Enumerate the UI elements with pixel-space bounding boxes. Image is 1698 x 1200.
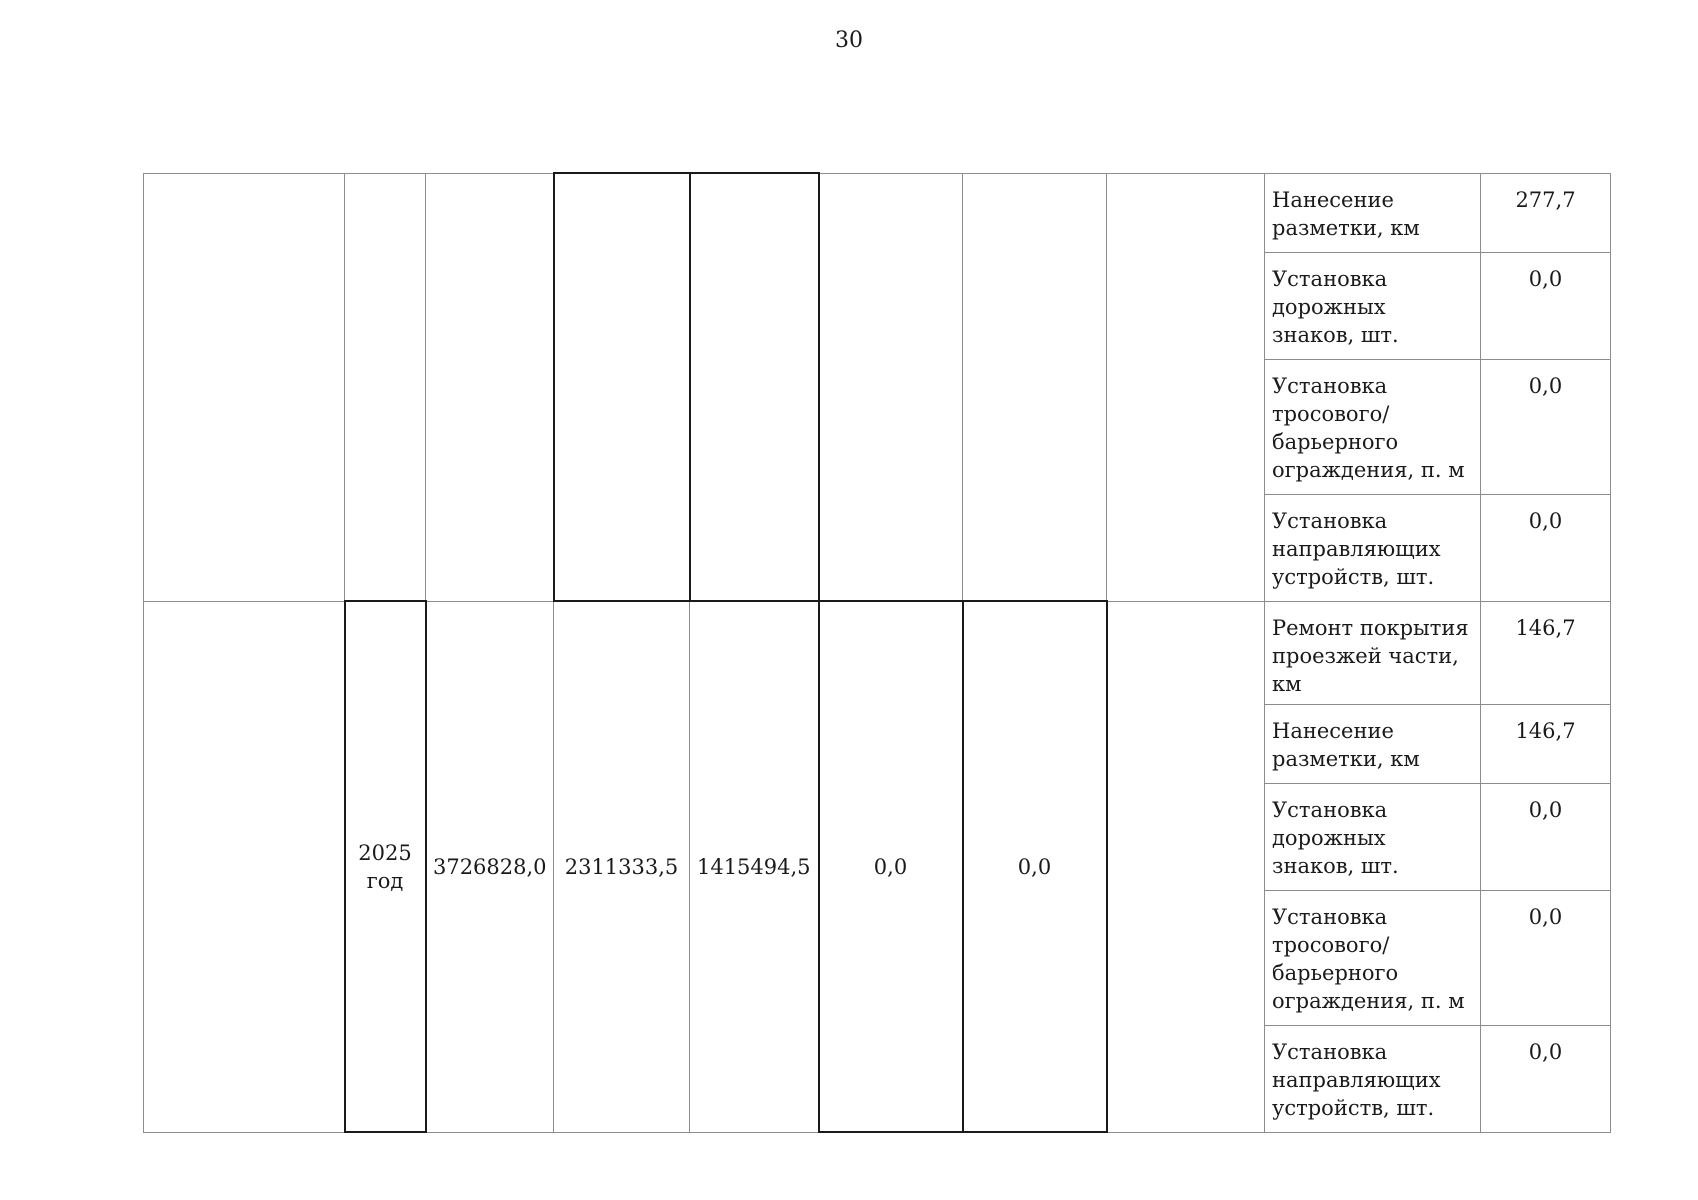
empty-cell bbox=[819, 173, 963, 601]
empty-cell bbox=[1107, 173, 1265, 601]
table-row bbox=[144, 173, 1611, 252]
work-name: Установка направляющих устройств, шт. bbox=[1265, 494, 1481, 601]
empty-cell bbox=[426, 173, 554, 601]
work-name: Установка тросового/ барьерного ограждения, п. м bbox=[1265, 890, 1481, 1025]
fund-4-cell: 0,0 bbox=[963, 601, 1107, 1132]
fund-2-cell: 1415494,5 bbox=[690, 601, 819, 1132]
work-value: 277,7 bbox=[1481, 173, 1611, 252]
work-value: 0,0 bbox=[1481, 1025, 1611, 1132]
work-value: 0,0 bbox=[1481, 494, 1611, 601]
work-value: 0,0 bbox=[1481, 359, 1611, 494]
empty-cell bbox=[690, 173, 819, 601]
fund-1-cell: 2311333,5 bbox=[554, 601, 690, 1132]
work-value: 0,0 bbox=[1481, 783, 1611, 890]
empty-cell bbox=[345, 173, 426, 601]
total-cell: 3726828,0 bbox=[426, 601, 554, 1132]
empty-cell bbox=[144, 601, 345, 1132]
work-value: 0,0 bbox=[1481, 890, 1611, 1025]
work-name: Установка дорожных знаков, шт. bbox=[1265, 783, 1481, 890]
program-table bbox=[143, 172, 1611, 1133]
work-name: Нанесение разметки, км bbox=[1265, 704, 1481, 783]
work-name: Установка тросового/ барьерного ограждения, п. м bbox=[1265, 359, 1481, 494]
empty-cell bbox=[1107, 601, 1265, 1132]
empty-cell bbox=[144, 173, 345, 601]
table-row bbox=[144, 601, 1611, 704]
empty-cell bbox=[554, 173, 690, 601]
work-value: 146,7 bbox=[1481, 601, 1611, 704]
work-name: Установка дорожных знаков, шт. bbox=[1265, 252, 1481, 359]
year-cell: 2025 год bbox=[345, 601, 426, 1132]
work-value: 146,7 bbox=[1481, 704, 1611, 783]
page-number: 30 bbox=[835, 28, 863, 53]
work-name: Нанесение разметки, км bbox=[1265, 173, 1481, 252]
work-value: 0,0 bbox=[1481, 252, 1611, 359]
fund-3-cell: 0,0 bbox=[819, 601, 963, 1132]
empty-cell bbox=[963, 173, 1107, 601]
work-name: Установка направляющих устройств, шт. bbox=[1265, 1025, 1481, 1132]
work-name: Ремонт покрытия проезжей части, км bbox=[1265, 601, 1481, 704]
